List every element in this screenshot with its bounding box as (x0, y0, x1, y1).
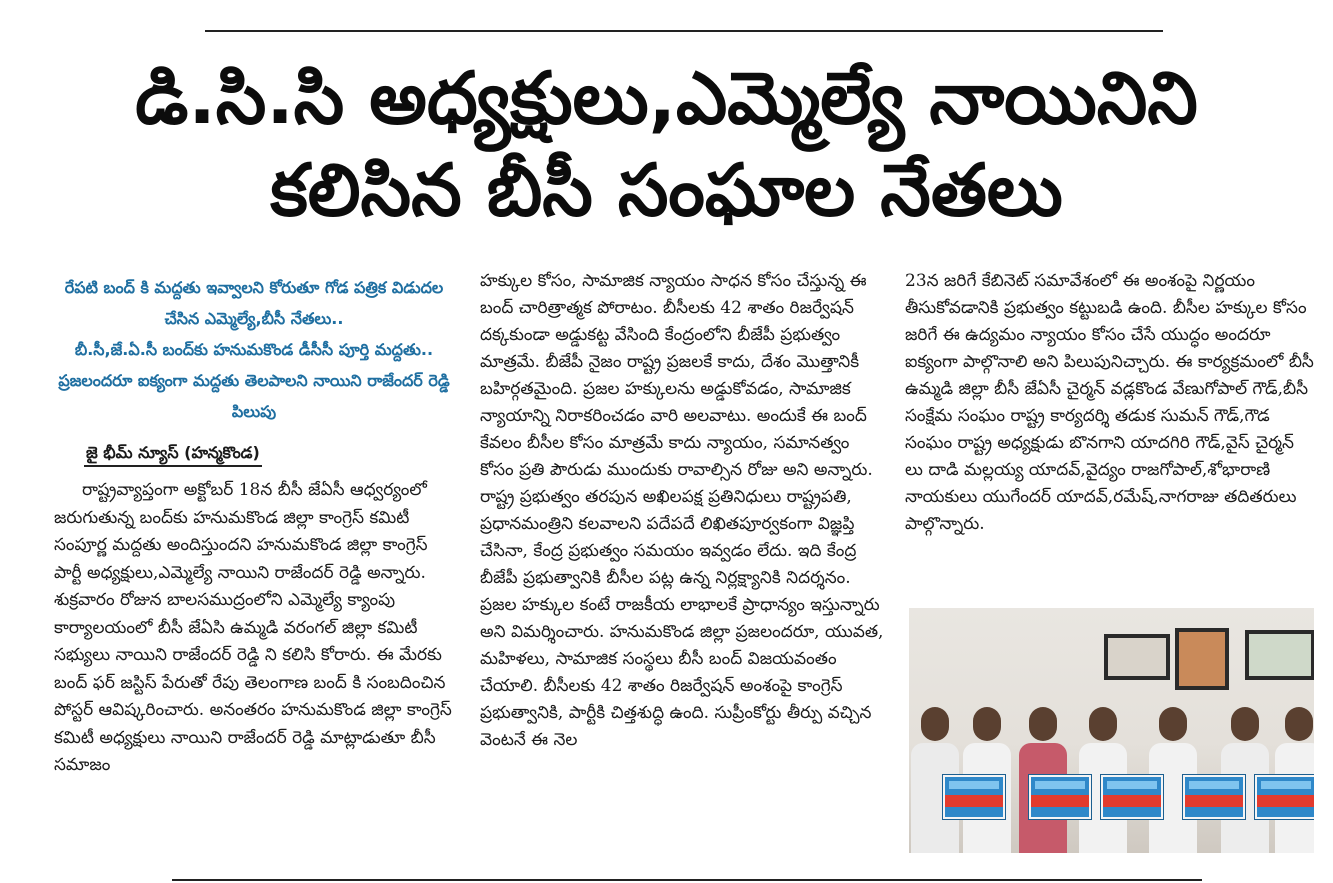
top-rule (205, 30, 1163, 32)
deck-line-3: ప్రజలందరూ ఐక్యంగా మద్దతు తెలపాలని నాయిని రాజేందర్ రెడ్డి పిలుపు (58, 371, 450, 421)
poster-5 (1255, 775, 1314, 819)
column-2 (480, 268, 885, 754)
poster-4 (1183, 775, 1245, 819)
poster-1 (943, 775, 1005, 819)
column-3 (905, 268, 1315, 538)
wall-frame-1 (1104, 634, 1170, 680)
poster-2 (1029, 775, 1091, 819)
poster-3 (1101, 775, 1163, 819)
byline: జై భీమ్ న్యూస్ (హన్మకొండ) (84, 441, 262, 467)
headline (0, 52, 1333, 236)
bottom-rule (172, 879, 1202, 881)
column-2-text: హక్కుల కోసం, సామాజిక న్యాయం సాధన కోసం చేస్తున్న ఈ బంద్ చారిత్రాత్మక పోరాటం. బీసీలకు 42 శాతం రిజర్వేషన్ దక్కకుండా అడ్డుకట్ట వేసింది కేంద్రంలోని బీజేపీ ప్రభుత్వం మాత్రమే. బీజేపీ నైజం రాష్ట్ర ప్రజలకే కాదు, దేశం మొత్తానికీ బహిర్గతమైంది. ప్రజల హక్కులను అడ్డుకోవడం, సామాజిక న్యాయాన్ని నిరాకరించడం వారి అలవాటు. అందుకే ఈ బంద్ కేవలం బీసీల కోసం మాత్రమే కాదు న్యాయం, సమానత్వం కోసం ప్రతి పౌరుడు ముందుకు రావాల్సిన రోజు అని అన్నారు. రాష్ట్ర ప్రభుత్వం తరపున అఖిలపక్ష ప్రతినిధులు రాష్ట్రపతి, ప్రధానమంత్రిని కలవాలని పదేపదే లిఖితపూర్వకంగా విజ్ఞప్తి చేసినా, కేంద్ర ప్రభుత్వం సమయం ఇవ్వడం లేదు. ఇది కేంద్ర బీజేపీ ప్రభుత్వానికి బీసీల పట్ల ఉన్న నిర్లక్ష్యానికి నిదర్శనం. ప్రజల హక్కుల కంటే రాజకీయ లాభాలకే ప్రాధాన్యం ఇస్తున్నారు అని విమర్శించారు. హనుమకొండ జిల్లా ప్రజలందరూ, యువత, మహిళలు, సామాజిక సంస్థలు బీసీ బంద్ విజయవంతం చేయాలి. బీసీలకు 42 శాతం రిజర్వేషన్ అంశంపై కాంగ్రెస్ ప్రభుత్వానికి, పార్టీకి చిత్తశుద్ధి ఉంది. సుప్రీంకోర్టు తీర్పు వచ్చిన వెంటనే ఈ నెల (480, 271, 884, 750)
news-photo (909, 608, 1314, 853)
deck-line-1: రేపటి బంద్ కి మద్దతు ఇవ్వాలని కోరుతూ గోడ పత్రిక విడుదల చేసిన ఎమ్మెల్యే,బీసీ నేతలు.. (64, 278, 444, 328)
headline-line-2: కలిసిన బీసీ సంఘాల నేతలు (270, 148, 1063, 232)
column-3-text: 23న జరిగే కేబినెట్ సమావేశంలో ఈ అంశంపై నిర్ణయం తీసుకోవడానికి ప్రభుత్వం కట్టుబడి ఉంది. బీసీల హక్కుల కోసం జరిగే ఈ ఉద్యమం న్యాయం కోసం చేసే యుద్ధం అందరూ ఐక్యంగా పాల్గొనాలి అని పిలుపునిచ్చారు. ఈ కార్యక్రమంలో బీసీ ఉమ్మడి జిల్లా బీసీ జేఏసీ చైర్మన్ వడ్లకొండ వేణుగోపాల్ గౌడ్,బీసీ సంక్షేమ సంఘం రాష్ట్ర కార్యదర్శి తడుక సుమన్ గౌడ్,గౌడ సంఘం రాష్ట్ర అధ్యక్షుడు బొనగాని యాదగిరి గౌడ్,వైస్ చైర్మన్ లు దాడి మల్లయ్య యాదవ్,వైద్యం రాజగోపాల్,శోభారాణి నాయకులు యుగేందర్ యాదవ్,రమేష్,నాగరాజు తదితరులు పాల్గొన్నారు. (905, 271, 1314, 534)
headline-line-1: డి.సి.సి అధ్యక్షులు,ఎమ్మెల్యే నాయినిని (135, 56, 1198, 140)
column-1 (54, 272, 454, 780)
wall-frame-3 (1245, 630, 1314, 680)
deck-line-2: బీ.సీ,జే.ఏ.సీ బంద్‌కు హనుమకొండ డీసీసీ పూర్తి మద్దతు.. (74, 340, 434, 359)
column-1-text: రాష్ట్రవ్యాప్తంగా అక్టోబర్ 18న బీసీ జేఏసీ ఆధ్వర్యంలో జరుగుతున్న బంద్‌కు హనుమకొండ జిల్లా కాంగ్రెస్ కమిటీ సంపూర్ణ మద్దతు అందిస్తుందని హనుమకొండ జిల్లా కాంగ్రెస్ పార్టీ అధ్యక్షులు,ఎమ్మెల్యే నాయిని రాజేందర్ రెడ్డి అన్నారు. శుక్రవారం రోజున బాలసముద్రంలోని ఎమ్మెల్యే క్యాంపు కార్యాలయంలో బీసీ జేఏసి ఉమ్మడి వరంగల్ జిల్లా కమిటీ సభ్యులు నాయిని రాజేందర్ రెడ్డి ని కలిసి కోరారు. ఈ మేరకు బంద్ ఫర్ జస్టిస్ పేరుతో రేపు తెలంగాణ బంద్ కి సంబదించిన పోస్టర్ ఆవిష్కరించారు. అనంతరం హనుమకొండ జిల్లా కాంగ్రెస్ కమిటీ అధ్యక్షులు నాయిని రాజేందర్ రెడ్డి మాట్లాడుతూ బీసీ సమాజం (54, 480, 452, 775)
wall-frame-2 (1175, 628, 1229, 690)
